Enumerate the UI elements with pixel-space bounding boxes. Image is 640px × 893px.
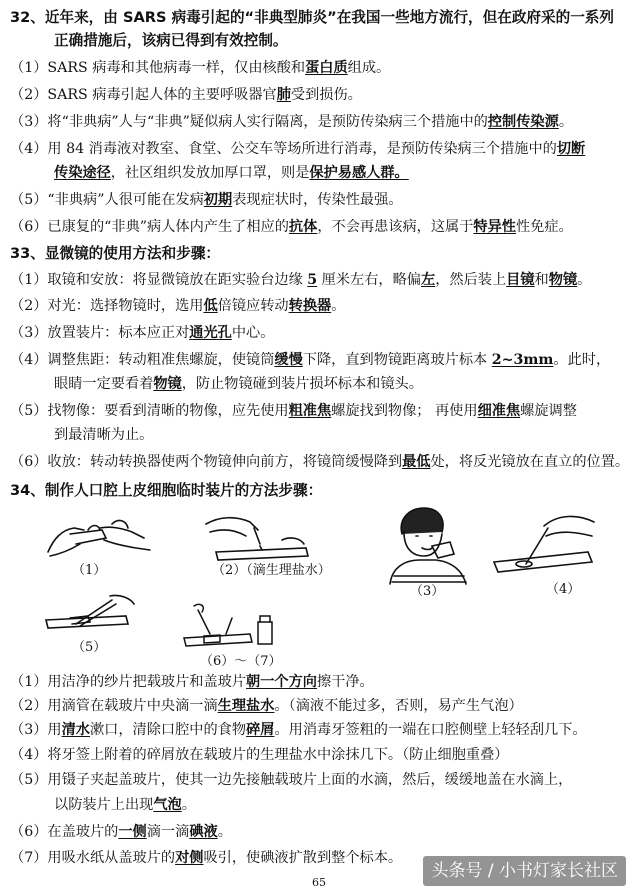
text: 。（滴液不能过多，否则，易产生气泡） bbox=[274, 698, 523, 714]
text: 。 bbox=[331, 298, 346, 314]
answer: 对侧 bbox=[175, 850, 204, 866]
answer: 生理盐水 bbox=[217, 698, 275, 714]
q32-item-3 bbox=[10, 112, 632, 132]
answer: 切断 bbox=[556, 141, 586, 157]
q32-item-6 bbox=[10, 217, 632, 237]
text: 厘米左右，略偏 bbox=[317, 272, 421, 288]
q34-item-2 bbox=[10, 696, 632, 716]
text: （3）放置装片：标本应正对 bbox=[10, 325, 190, 341]
figure-caption-5: （5） bbox=[72, 640, 107, 655]
text: （3）将“非典病”人与“非典”疑似病人实行隔离，是预防传染病三个措施中的 bbox=[10, 114, 488, 130]
text: 。此时， bbox=[553, 352, 611, 368]
text: ，然后装上 bbox=[435, 272, 507, 288]
answer: 蛋白质 bbox=[305, 60, 348, 76]
text: （4）调整焦距：转动粗准焦螺旋，使镜筒 bbox=[10, 352, 275, 368]
q33-item-5-line1 bbox=[10, 401, 632, 421]
text: 螺旋调整 bbox=[520, 403, 577, 419]
tweezers-coverslip-illustration bbox=[40, 590, 140, 640]
q32-item-4-line2 bbox=[54, 163, 632, 183]
text: 。用消毒牙签粗的一端在口腔侧壁上轻轻刮几下。 bbox=[274, 722, 587, 738]
q33-item-3 bbox=[10, 323, 632, 343]
text: 受到损伤。 bbox=[290, 87, 362, 103]
q33-item-1 bbox=[10, 270, 632, 290]
answer: 朝一个方向 bbox=[246, 674, 317, 690]
answer: 物镜 bbox=[548, 272, 578, 288]
answer: 缓慢 bbox=[274, 352, 303, 368]
text: 和 bbox=[534, 272, 549, 288]
answer: 通光孔 bbox=[189, 325, 232, 341]
answer: 初期 bbox=[203, 192, 233, 208]
text: 吸引，使碘液扩散到整个标本。 bbox=[203, 850, 403, 866]
q34-item-5-line1: （5）用镊子夹起盖玻片，使其一边先接触载玻片上面的水滴，然后，缓缓地盖在水滴上， bbox=[10, 772, 573, 788]
text: 组成。 bbox=[347, 60, 391, 76]
q32-title-line2: 正确措施后，该病已得到有效控制。 bbox=[54, 32, 288, 49]
q32-item-2 bbox=[10, 85, 632, 105]
text: ，不会再患该病，这属于 bbox=[317, 219, 474, 235]
text: 。 bbox=[217, 824, 232, 840]
text: （6）已康复的“非典”病人体内产生了相应的 bbox=[10, 219, 289, 235]
text: 中心。 bbox=[231, 325, 275, 341]
watermark-badge: 头条号 / 小书灯家长社区 bbox=[423, 856, 626, 886]
text: 下降，直到物镜距离玻片标本 bbox=[302, 352, 492, 368]
q34-item-6 bbox=[10, 822, 632, 842]
q34-item-1 bbox=[10, 672, 632, 692]
q33-title: 33、显微镜的使用方法和步骤： bbox=[10, 245, 221, 262]
q33-item-2 bbox=[10, 296, 632, 316]
text: 。 bbox=[181, 797, 196, 813]
answer: 碘液 bbox=[189, 824, 218, 840]
text: （6）收放：转动转换器使两个物镜伸向前方，将镜筒缓慢降到 bbox=[10, 454, 403, 470]
answer: 传染途径 bbox=[54, 165, 111, 181]
text: 性免症。 bbox=[515, 219, 573, 235]
dropper-slide-illustration bbox=[196, 510, 316, 564]
q32-item-5 bbox=[10, 190, 632, 210]
answer: 2~3mm bbox=[491, 352, 554, 368]
text: 以防装片上出现 bbox=[54, 797, 154, 813]
answer: 细准焦 bbox=[477, 403, 521, 419]
iodine-staining-illustration bbox=[180, 600, 276, 650]
answer: 控制传染源 bbox=[487, 114, 559, 130]
answer: 最低 bbox=[402, 454, 431, 470]
answer: 粗准焦 bbox=[288, 403, 332, 419]
answer: 转换器 bbox=[288, 298, 332, 314]
answer: 清水 bbox=[61, 722, 90, 738]
figure-caption-4: （4） bbox=[546, 582, 581, 597]
text: （3）用 bbox=[10, 722, 62, 738]
figure-caption-3: （3） bbox=[410, 584, 445, 599]
text: （2）用滴管在载玻片中央滴一滴 bbox=[10, 698, 218, 714]
answer: 保护易感人群。 bbox=[309, 165, 409, 181]
answer: 低 bbox=[203, 298, 218, 314]
answer: 物镜 bbox=[153, 376, 182, 392]
page-number: 65 bbox=[312, 876, 326, 889]
text: （1）用洁净的纱片把载玻片和盖玻片 bbox=[10, 674, 247, 690]
answer: 目镜 bbox=[506, 272, 535, 288]
text: （7）用吸水纸从盖玻片的 bbox=[10, 850, 176, 866]
figure-caption-1: （1） bbox=[72, 563, 107, 578]
q34-item-4: （4）将牙签上附着的碎屑放在载玻片的生理盐水中涂抹几下。（防止细胞重叠） bbox=[10, 747, 509, 763]
text: （5）“非典病”人很可能在发病 bbox=[10, 192, 204, 208]
text: ，防止物镜碰到装片损坏标本和镜头。 bbox=[181, 376, 423, 392]
wipe-slide-illustration bbox=[40, 508, 160, 562]
q33-item-6 bbox=[10, 452, 632, 472]
answer: 肺 bbox=[276, 87, 291, 103]
text: （6）在盖玻片的 bbox=[10, 824, 119, 840]
text: 。 bbox=[577, 272, 592, 288]
answer: 气泡 bbox=[153, 797, 182, 813]
text: 眼睛一定要看着 bbox=[54, 376, 154, 392]
figure-caption-2: （2）（滴生理盐水） bbox=[212, 563, 331, 578]
text: 处，将反光镜放在直立的位置。 bbox=[430, 454, 630, 470]
q32-item-1 bbox=[10, 58, 632, 78]
answer: 碎屑 bbox=[246, 722, 275, 738]
q33-item-4-line1 bbox=[10, 350, 632, 370]
text: （2）SARS 病毒引起人体的主要呼吸器官 bbox=[10, 87, 277, 103]
text: ，社区组织发放加厚口罩，则是 bbox=[110, 165, 310, 181]
figure-caption-6-7: （6）～（7） bbox=[200, 654, 282, 669]
text: 。 bbox=[558, 114, 574, 130]
rinse-mouth-illustration bbox=[380, 504, 472, 586]
text: 擦干净。 bbox=[316, 674, 374, 690]
answer: 特异性 bbox=[473, 219, 516, 235]
answer: 一侧 bbox=[118, 824, 147, 840]
q34-title: 34、制作人口腔上皮细胞临时装片的方法步骤： bbox=[10, 482, 323, 499]
text: （1）SARS 病毒和其他病毒一样，仅由核酸和 bbox=[10, 60, 306, 76]
q33-item-5-line2: 到最清晰为止。 bbox=[54, 427, 154, 443]
q32-title-line1: 32、近年来，由 SARS 病毒引起的“非典型肺炎”在我国一些地方流行，但在政府采的一系列 bbox=[10, 9, 614, 26]
q32-item-4-line1 bbox=[10, 139, 632, 159]
q34-item-3 bbox=[10, 720, 632, 740]
text: （2）对光：选择物镜时，选用 bbox=[10, 298, 204, 314]
text: 表现症状时，传染性最强。 bbox=[232, 192, 403, 208]
toothpick-slide-illustration bbox=[484, 506, 604, 586]
text: 倍镜应转动 bbox=[217, 298, 289, 314]
text: 螺旋找到物像； 再使用 bbox=[331, 403, 478, 419]
q34-item-5-line2 bbox=[54, 795, 632, 815]
answer: 5 bbox=[307, 272, 318, 288]
text: （5）找物像：要看到清晰的物像，应先使用 bbox=[10, 403, 289, 419]
answer: 左 bbox=[421, 272, 436, 288]
text: （1）取镜和安放：将显微镜放在距实验台边缘 bbox=[10, 272, 308, 288]
q33-item-4-line2 bbox=[54, 374, 632, 394]
text: （4）用 84 消毒液对教室、食堂、公交车等场所进行消毒，是预防传染病三个措施中的 bbox=[10, 141, 557, 157]
text: 滴一滴 bbox=[146, 824, 190, 840]
text: 漱口，清除口腔中的食物 bbox=[89, 722, 247, 738]
answer: 抗体 bbox=[288, 219, 318, 235]
